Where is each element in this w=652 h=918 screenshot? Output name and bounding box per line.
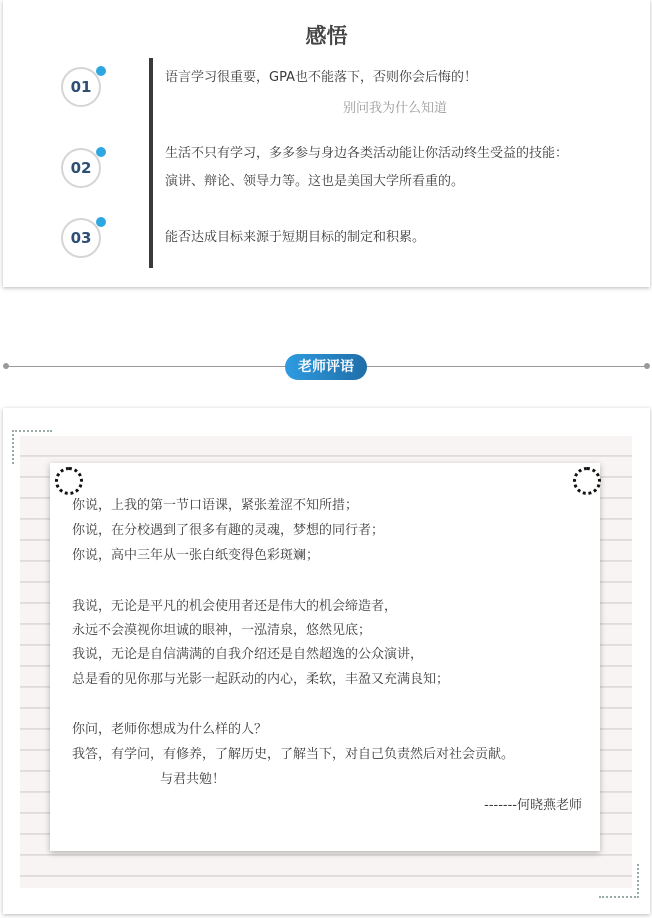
step-text-03: 能否达成目标来源于短期目标的制定和积累。 [165,230,426,245]
step-text-02-line2: 演讲、辩论、领导力等。这也是美国大学所看重的。 [165,174,465,189]
comment-line: 你问，老师你想成为什么样的人？ [72,722,268,737]
comment-line: 与君共勉！ [160,772,226,787]
section-title-badge: 老师评语 [285,354,367,380]
divider-dot-right [644,363,650,369]
comment-line: 你说，上我的第一节口语课，紧张羞涩不知所措； [72,498,359,513]
step-subtext-01: 别问我为什么知道 [343,101,448,116]
timeline-bar [149,58,153,268]
comment-line: 我说，无论是自信满满的自我介绍还是自然超逸的公众演讲， [72,647,424,662]
dot-icon [96,217,106,227]
step-badge-02 [61,148,101,188]
comment-line: 我答，有学问，有修养，了解历史，了解当下，对自己负责然后对社会贡献。 [72,747,515,762]
comment-line: 你说，高中三年从一张白纸变得色彩斑斓； [72,548,320,563]
step-badge-01 [61,67,101,107]
step-text-01: 语言学习很重要，GPA也不能落下，否则你会后悔的！ [165,70,477,85]
binder-ring-icon [55,467,83,495]
comment-line: 你说，在分校遇到了很多有趣的灵魂，梦想的同行者； [72,523,385,538]
divider-dot-left [3,363,9,369]
note-paper [50,463,600,851]
step-number: 03 [70,229,92,247]
teacher-comment-card [3,408,650,914]
reflection-card [3,0,650,287]
comment-signature: -------何晓燕老师 [484,798,582,813]
step-number: 02 [70,159,92,177]
dot-icon [96,66,106,76]
comment-line: 我说，无论是平凡的机会使用者还是伟大的机会缔造者， [72,599,398,614]
dot-icon [96,147,106,157]
step-number: 01 [70,78,92,96]
comment-line: 永远不会漠视你坦诚的眼神，一泓清泉，悠然见底； [72,623,372,638]
binder-ring-icon [573,467,601,495]
comment-line: 总是看的见你那与光影一起跃动的内心，柔软，丰盈又充满良知； [72,672,450,687]
step-text-02-line1: 生活不只有学习，多多参与身边各类活动能让你活动终生受益的技能： [165,146,569,161]
step-badge-03 [61,218,101,258]
reflection-title: 感悟 [305,24,348,48]
